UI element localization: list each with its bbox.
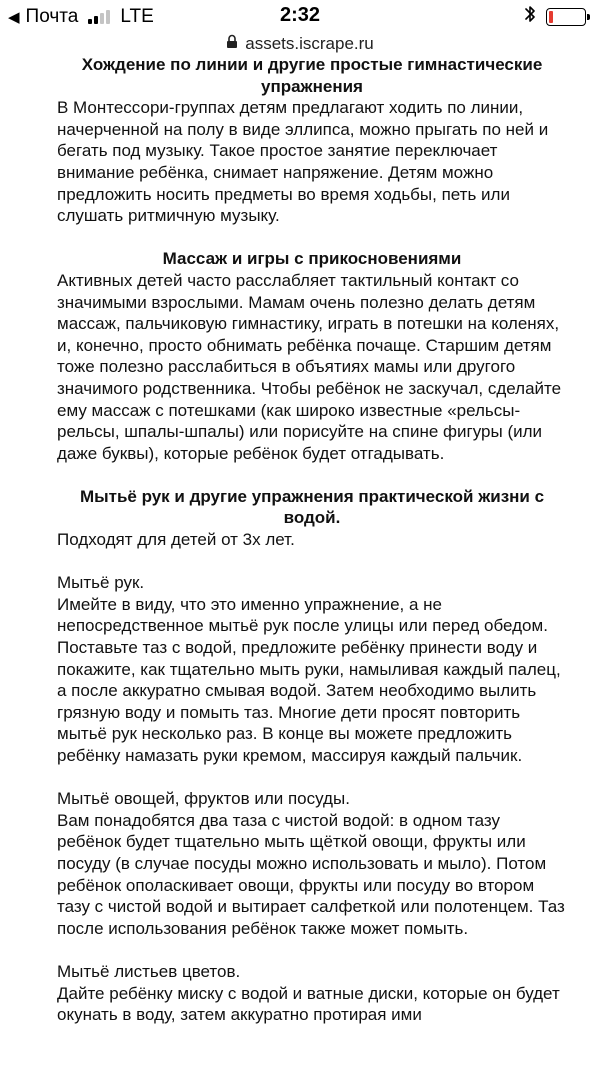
battery-level-fill	[549, 11, 553, 23]
item-title-hand-washing: Мытьё рук.	[57, 573, 145, 593]
battery-icon	[546, 8, 586, 26]
bluetooth-icon	[525, 4, 536, 30]
status-bar	[0, 0, 600, 34]
section-heading-water: Мытьё рук и другие упражнения практической жизни с водой.	[79, 486, 545, 528]
item-text-vegetables: Вам понадобятся два таза с чистой водой: в одном тазу ребёнок будет тщательно мыть щёткой овощи, фрукты или посуду (в случае посуды можно использовать и мыло). Потом ребёнок ополаскивает овощи, фрукты или посуду во втором тазу с чистой водой и вытирает салфеткой или полотенцем. Таз после использования ребёнок также может помыть.	[57, 810, 565, 938]
back-to-app-icon[interactable]: ◀	[8, 9, 20, 26]
item-title-leaves: Мытьё листьев цветов.	[57, 961, 241, 981]
item-title-vegetables: Мытьё овощей, фруктов или посуды.	[57, 789, 350, 809]
section-intro-water: Подходят для детей от 3х лет.	[57, 530, 295, 550]
section-heading-massage: Массаж и игры с прикосновениями	[162, 249, 462, 269]
section-text-walking: В Монтессори-группах детям предлагают ходить по линии, начерченной на полу в виде эллипса, можно прыгать по ней и бегать под музыку. Такое простое занятие переключает внимание ребёнка, снимает напряжение. Детям можно предложить носить предметы во время ходьбы, петь или слушать ритмичную музыку.	[57, 98, 549, 226]
clock: 2:32	[279, 4, 321, 26]
section-heading-walking: Хождение по линии и другие простые гимнастические упражнения	[81, 55, 543, 96]
section-text-massage: Активных детей часто расслабляет тактильный контакт со значимыми взрослыми. Мамам очень полезно делать детям массаж, пальчиковую гимнастику, играть в потешки на коленях, и, конечно, просто обнимать ребёнка почаще. Старшим детям тоже полезно расслабиться в объятиях мамы или другого значимого родственника. Чтобы ребёнок не заскучал, сделайте ему массаж с потешками (как широко известные «рельсы-рельсы, шпалы-шпалы) или порисуйте на спине фигуры (или даже буквы), которые ребёнок будет отгадывать.	[57, 270, 562, 463]
address-bar[interactable]	[0, 32, 600, 56]
status-bar-right	[525, 7, 586, 27]
lock-icon	[226, 34, 238, 54]
back-to-app-label[interactable]: Почта	[25, 6, 79, 27]
article-content	[57, 56, 567, 1026]
item-text-hand-washing: Имейте в виду, что это именно упражнение, а не непосредственное мытьё рук после улицы или перед обедом. Поставьте таз с водой, предложите ребёнку принести воду и покажите, как тщательно мыть руки, намыливая каждый палец, а после аккуратно смывая водой. Затем необходимо вылить грязную воду и помыть таз. Многие дети просят повторить мытьё рук несколько раз. В конце вы можете предложить ребёнку намазать руки кремом, массируя каждый пальчик.	[57, 594, 561, 765]
url-text[interactable]: assets.iscrape.ru	[245, 34, 374, 53]
network-type: LTE	[120, 6, 154, 27]
item-text-leaves: Дайте ребёнку миску с водой и ватные диски, которые он будет окунать в воду, затем аккуратно протирая ими	[57, 983, 560, 1025]
